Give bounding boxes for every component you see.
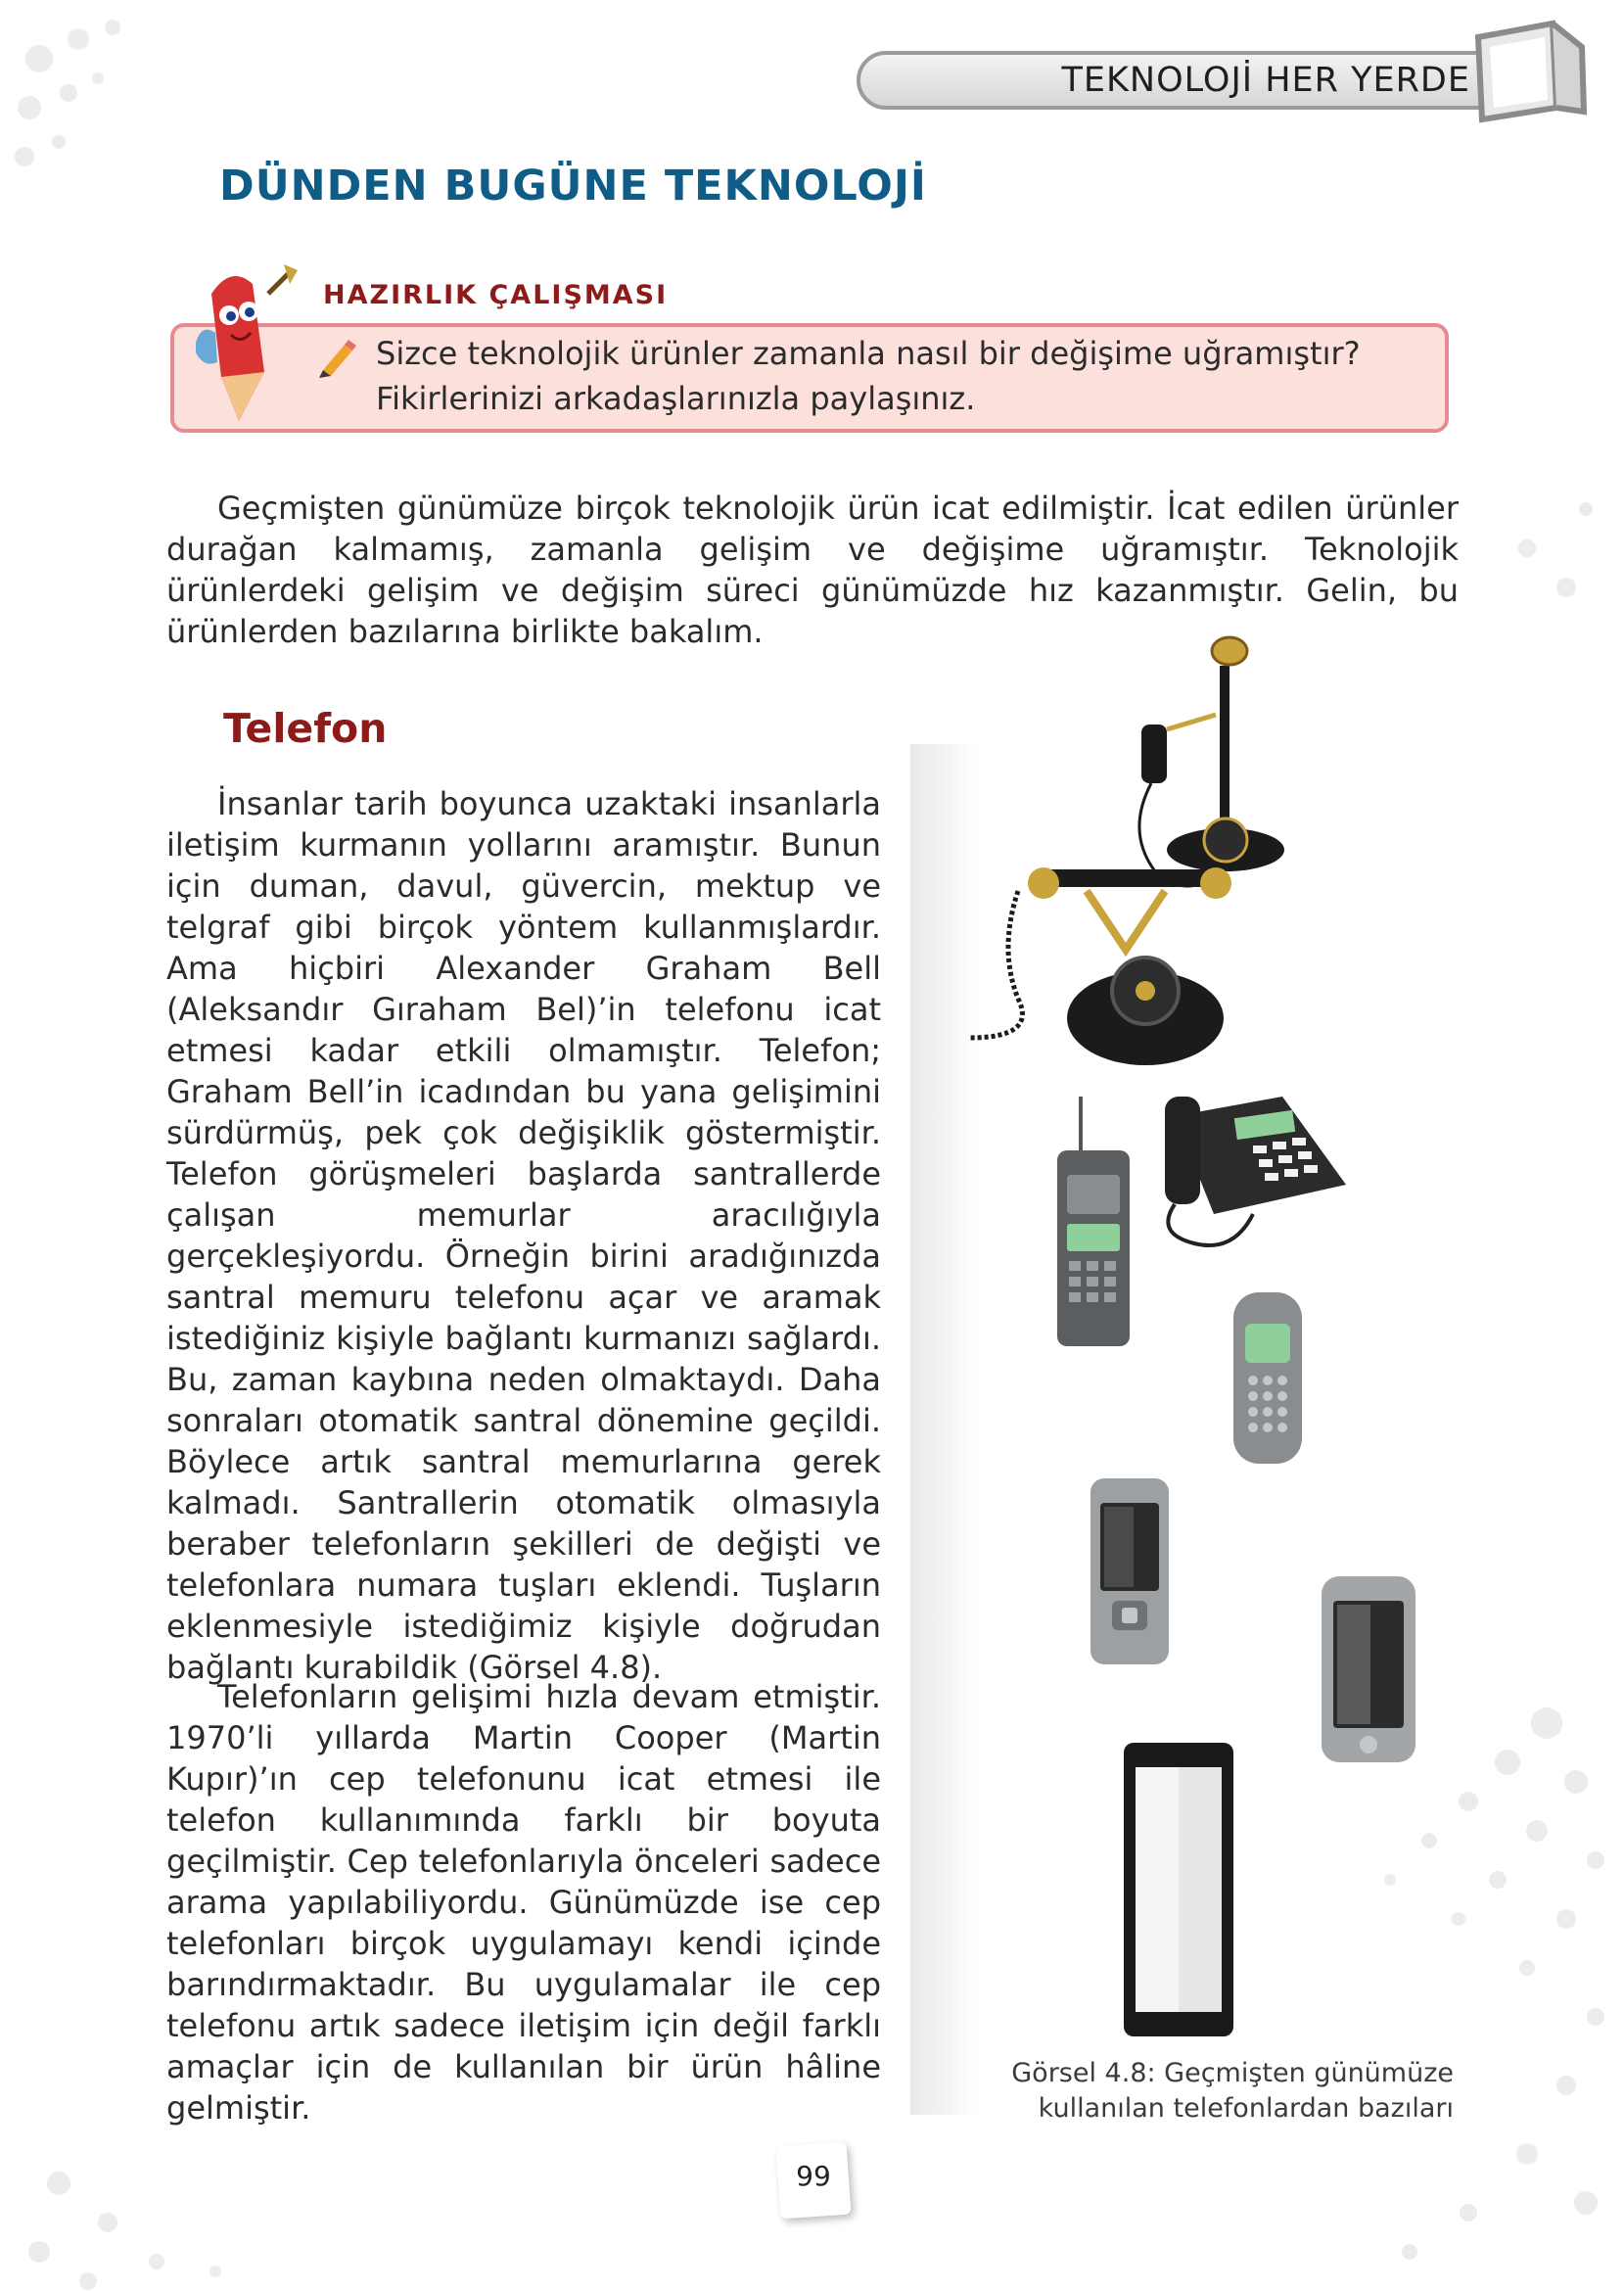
keypad-smartphone-icon (1090, 1478, 1169, 1664)
telefon-paragraph-2: Telefonların gelişimi hızla devam etmiştir. 1970’li yıllarda Martin Cooper (Martin Kupır)’ın cep telefonunu icat etmesi ile telefon kullanımında farklı bir boyuta geçilmiştir. Cep telefonlarıyla önceleri sadece arama yapılabiliyordu. Günümüzde ise cep telefonları birçok uygulamayı kendi içinde barındırmaktadır. Bu uygulamalar ile cep telefonu artık sadece iletişim için değil farklı amaçlar için de kullanılan bir ürün hâline gelmiştir. (166, 1678, 881, 2127)
figure-caption: Görsel 4.8: Geçmişten günümüze kullanılan telefonlardan bazıları (1011, 2058, 1454, 2124)
feature-phone-icon (1233, 1292, 1302, 1464)
prep-line-1: Sizce teknolojik ürünler zamanla nasıl bir değişime uğramıştır? (376, 335, 1361, 372)
telefon-paragraph-1: İnsanlar tarih boyunca uzaktaki insanlarla iletişim kurmanın yollarını aramıştır. Bunun için duman, davul, güvercin, mektup ve telgraf gibi birçok yöntem kullanmışlardır. Ama hiçbiri Alexander Graham Bell (Aleksandır Gıraham Bel)’in telefonu icat etmesi kadar etkili olmamıştır. Telefon; Graham Bell’in icadından bu yana gelişimini sürdürmüş, pek çok değişiklik göstermiştir. Telefon görüşmeleri başlarda santrallerde çalışan memurlar aracılığıyla gerçekleşiyordu. Örneğin birini aradığınızda santral memuru telefonu açar ve aramak istediğiniz kişiyle bağlantı kurmanızı sağlardı. Bu, zaman kaybına neden olmaktaydı. Daha sonraları otomatik santral dönemine geçildi. Böylece artık santral memurlarına gerek kalmadı. Santrallerin otomatik olmasıyla beraber telefonların şekilleri de değişti ve telefonlara numara tuşları eklendi. Tuşların eklenmesiyle istediğimiz kişiyle doğrudan bağlantı kurabildik (Görsel 4.8). (166, 785, 881, 1686)
page-number: 99 (796, 2160, 831, 2192)
touchscreen-smartphone-icon (1322, 1576, 1415, 1762)
rotary-phone-icon (969, 867, 1231, 1065)
pencil-mascot-icon (192, 255, 309, 431)
page-title: DÜNDEN BUGÜNE TEKNOLOJİ (219, 162, 927, 210)
section-heading: Telefon (223, 705, 388, 752)
brick-mobile-phone-icon (1057, 1097, 1130, 1346)
desk-phone-icon (1165, 1097, 1346, 1245)
tablet-phone-icon (1124, 1743, 1233, 2036)
prep-label: HAZIRLIK ÇALIŞMASI (323, 280, 669, 310)
prep-line-2: Fikirlerinizi arkadaşlarınızla paylaşınız. (376, 380, 976, 417)
chapter-title: TEKNOLOJİ HER YERDE (1061, 61, 1470, 100)
intro-paragraph: Geçmişten günümüze birçok teknolojik ürün icat edilmiştir. İcat edilen ürünler durağan kalmamış, zamanla gelişim ve değişime uğramıştır. Teknolojik ürünlerdeki gelişim ve değişim süreci günümüzde hız kazanmıştır. Gelin, bu ürünlerden bazılarına birlikte bakalım. (166, 490, 1459, 650)
book-icon (1466, 18, 1594, 125)
prep-question (376, 331, 1433, 421)
pencil-icon (315, 335, 358, 378)
candlestick-phone-icon (1139, 637, 1284, 886)
telephones-illustration (959, 627, 1468, 2056)
